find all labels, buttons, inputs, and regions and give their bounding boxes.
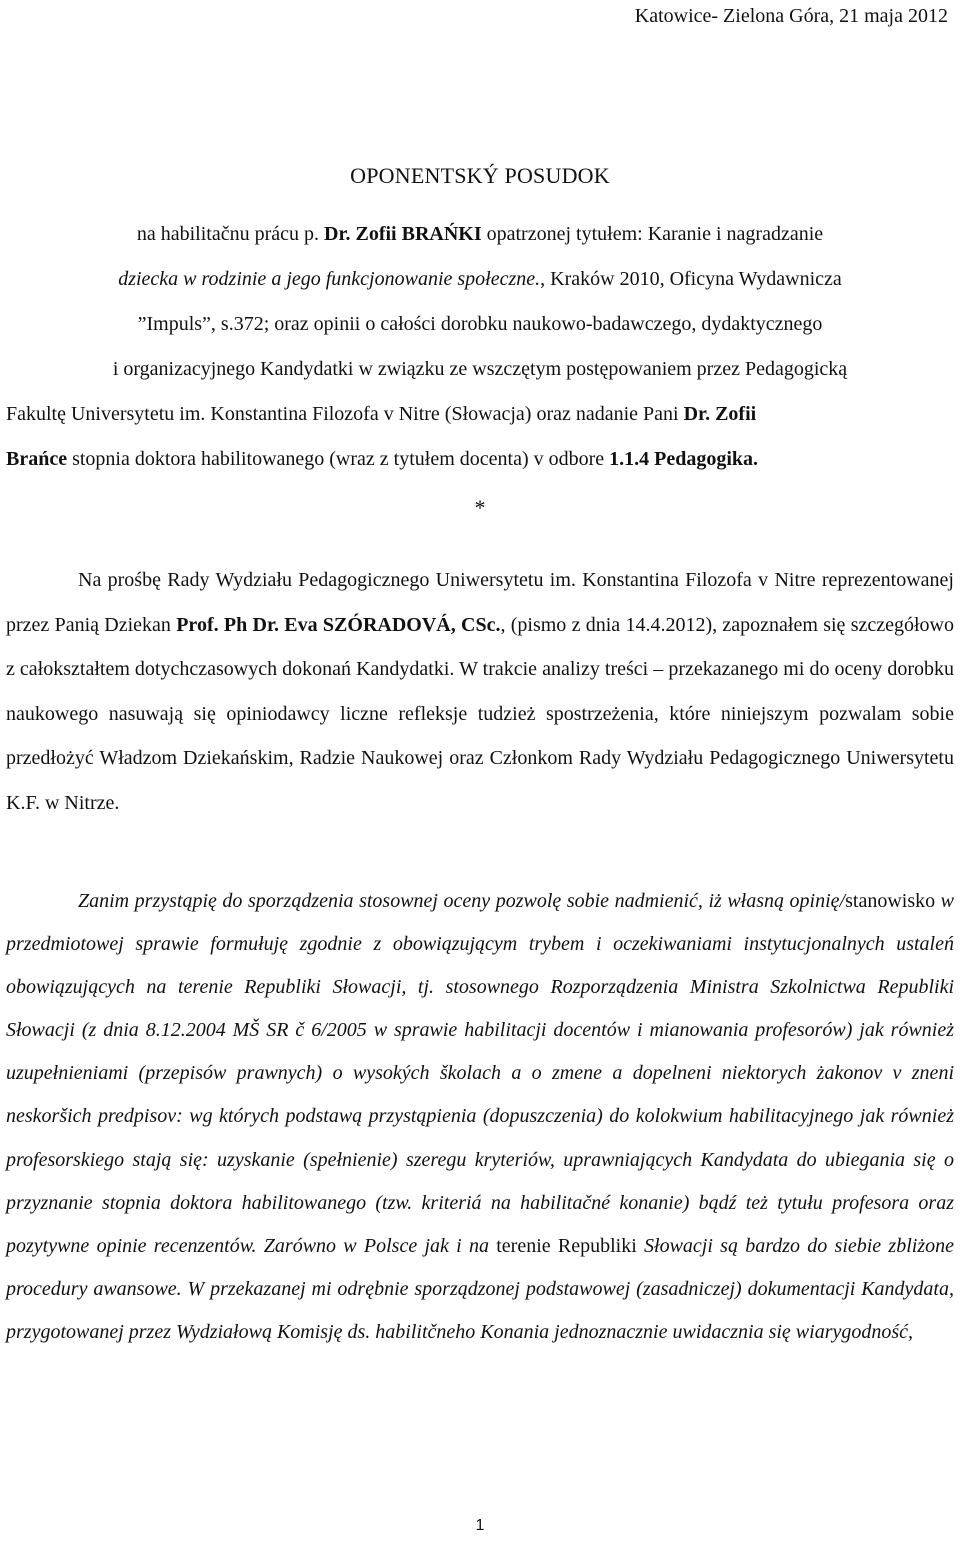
candidate-name: Dr. Zofii BRAŃKI <box>324 223 482 245</box>
paragraph-1-text <box>6 558 954 825</box>
paragraph-text: w przedmiotowej sprawie formułuję zgodnie z obowiązującym trybem i oczekiwaniami instytucjonalnych ustaleń obowiązujących na terenie Republiki Słowacji, tj. stosownego Rozporządzenia Ministra Szkolnictwa Republiki Słowacji (z dnia 8.12.2004 MŠ SR č 6/2005 w sprawie habilitacji docentów i mianowania profesorów) jak również uzupełnieniami (przepisów prawnych) o wysokých školach a o zmene a dopelneni niektorych żakonov v zneni neskoršich predpisov: wg których podstawą przystąpienia (dopuszczenia) do kolokwium habilitacyjnego jak również profesorskiego stają się: uzyskanie (spełnienie) szeregu kryteriów, uprawniających Kandydata do ubiegania się o przyznanie stopnia doktora habilitowanego (tzw. kriteriá na habilitačné konanie) bądź też tytułu profesora oraz pozytywne opinie recenzentów. Zarówno w Polsce jak i na <box>6 890 954 1257</box>
subject-line-1 <box>6 212 954 257</box>
paragraph-2 <box>6 880 954 1354</box>
dean-name: Prof. Ph Dr. Eva SZÓRADOVÁ, CSc. <box>176 613 501 636</box>
subject-text: , Kraków 2010, Oficyna Wydawnicza <box>540 268 842 290</box>
subject-text: stopnia doktora habilitowanego (wraz z tytułem docenta) v odbore <box>67 448 610 470</box>
candidate-name: Brańce <box>6 448 68 470</box>
subject-text: Fakultę Universytetu im. Konstantina Filozofa v Nitre (Słowacja) oraz nadanie Pani <box>6 403 684 425</box>
page-number: 1 <box>475 1517 485 1534</box>
paragraph-text: stanowisko <box>845 890 936 912</box>
field-of-study: 1.1.4 Pedagogika. <box>609 448 759 470</box>
subject-text: na habilitačnu prácu p. <box>136 223 325 245</box>
place-date-line: Katowice- Zielona Góra, 21 maja 2012 <box>634 5 948 27</box>
paragraph-text: terenie Republiki <box>496 1234 637 1257</box>
subject-text: opatrzonej tytułem: Karanie i nagradzanie <box>481 223 824 245</box>
section-separator: * <box>474 495 486 520</box>
paragraph-2-text <box>6 880 954 1354</box>
subject-line-5 <box>6 392 954 437</box>
subject-line-6 <box>6 437 954 482</box>
subject-line-4: i organizacyjnego Kandydatki w związku ze wszczętym postępowaniem przez Pedagogicką <box>112 358 848 380</box>
paragraph-text: Słowacji są bardzo do siebie zbliżone procedury awansowe. W przekazanej mi odrębnie sporządzonej podstawowej (zasadniczej) dokumentacji Kandydata, przygotowanej przez Wydziałową Komisję ds. habilitčneho Konania jednoznacznie uwidacznia się wiarygodność, <box>6 1234 954 1343</box>
document-title: OPONENTSKÝ POSUDOK <box>350 163 610 188</box>
book-title: dziecka w rodzinie a jego funkcjonowanie społeczne. <box>118 268 541 290</box>
review-subject <box>6 212 954 482</box>
candidate-name: Dr. Zofii <box>683 403 757 425</box>
paragraph-1 <box>6 558 954 825</box>
paragraph-text: , (pismo z dnia 14.4.2012), zapoznałem się szczegółowo z całokształtem dotychczasowych dokonań Kandydatki. W trakcie analizy treści – przekazanego mi do oceny dorobku naukowego nasuwają się opiniodawcy liczne refleksje tudzież spostrzeżenia, które niniejszym pozwalam sobie przedłożyć Władzom Dziekańskim, Radzie Naukowej oraz Członkom Rady Wydziału Pedagogicznego Uniwersytetu K.F. w Nitrze. <box>6 613 954 814</box>
paragraph-text: Zanim przystąpię do sporządzenia stosownej oceny pozwolę sobie nadmienić, iż własną opinię/ <box>78 890 846 912</box>
subject-line-3: ”Impuls”, s.372; oraz opinii o całości dorobku naukowo-badawczego, dydaktycznego <box>137 313 823 335</box>
subject-line-2 <box>6 257 954 302</box>
paragraph-text: Na prośbę Rady Wydziału Pedagogicznego Uniwersytetu im. Konstantina Filozofa v Nitre reprezentowanej przez Panią Dziekan <box>6 569 954 636</box>
